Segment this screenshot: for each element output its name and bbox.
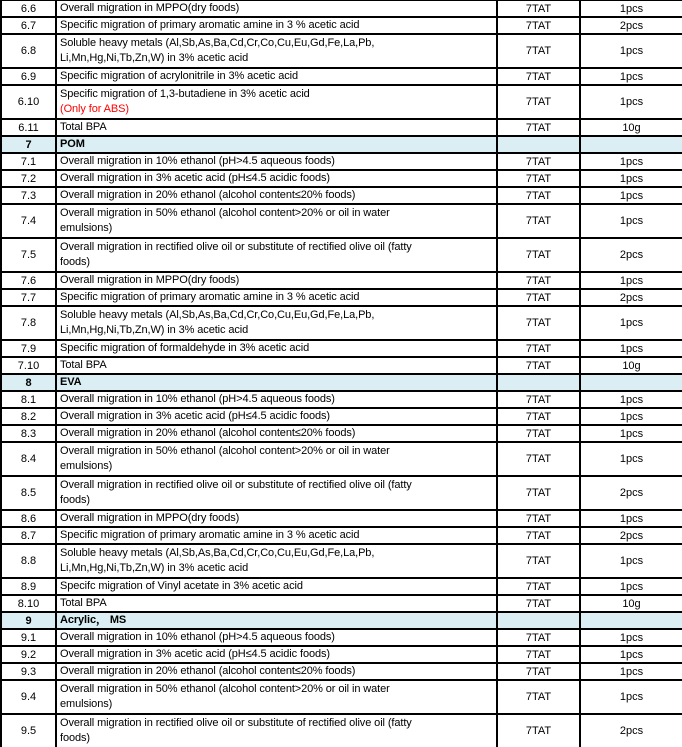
description-line: emulsions) [60, 460, 113, 472]
table-row [1, 629, 682, 646]
description-line: Li,Mn,Hg,Ni,Tb,Zn,W) in 3% acetic acid [60, 562, 249, 574]
section-header-row [1, 612, 682, 629]
tat-cell[interactable]: 7TAT [497, 442, 580, 476]
description-line: Total BPA [60, 597, 107, 609]
tat-cell[interactable]: 7TAT [497, 0, 580, 17]
description-line: Soluble heavy metals (Al,Sb,As,Ba,Cd,Cr,Co,Cu,Eu,Gd,Fe,La,Pb, [60, 309, 375, 321]
description-line: Soluble heavy metals (Al,Sb,As,Ba,Cd,Cr,Co,Cu,Eu,Gd,Fe,La,Pb, [60, 37, 375, 49]
row-number-cell[interactable]: 6.8 [1, 34, 56, 68]
tat-cell[interactable]: 7TAT [497, 170, 580, 187]
quantity-cell[interactable]: 2pcs [580, 714, 682, 747]
tat-cell[interactable]: 7TAT [497, 272, 580, 289]
description-cell[interactable] [56, 34, 497, 68]
description-cell[interactable] [56, 442, 497, 476]
section-title-cell[interactable] [56, 136, 497, 153]
description-cell[interactable] [56, 646, 497, 663]
description-line: foods) [60, 494, 90, 506]
description-line: Overall migration in 20% ethanol (alcohol content≤20% foods) [60, 189, 356, 201]
description-line: Overall migration in 10% ethanol (pH>4.5 aqueous foods) [60, 393, 335, 405]
row-number-cell[interactable]: 7.7 [1, 289, 56, 306]
row-number-cell[interactable]: 7.4 [1, 204, 56, 238]
quantity-cell[interactable]: 1pcs [580, 578, 682, 595]
section-header-row [1, 136, 682, 153]
row-number-cell[interactable]: 7 [1, 136, 56, 153]
row-number-cell[interactable]: 8.9 [1, 578, 56, 595]
section-header-row [1, 374, 682, 391]
tat-cell[interactable]: 7TAT [497, 646, 580, 663]
description-line: Li,Mn,Hg,Ni,Tb,Zn,W) in 3% acetic acid [60, 324, 249, 336]
row-number-cell[interactable]: 6.11 [1, 119, 56, 136]
tat-cell[interactable]: 7TAT [497, 595, 580, 612]
quantity-cell[interactable]: 2pcs [580, 476, 682, 510]
quantity-cell[interactable]: 10g [580, 357, 682, 374]
description-cell[interactable] [56, 272, 497, 289]
row-number-cell[interactable]: 9.5 [1, 714, 56, 747]
row-number-cell[interactable]: 8 [1, 374, 56, 391]
row-number-cell[interactable]: 7.5 [1, 238, 56, 272]
test-items-table-body [1, 0, 682, 747]
section-title-cell[interactable] [56, 612, 497, 629]
description-line: Overall migration in MPPO(dry foods) [60, 274, 240, 286]
table-row [1, 357, 682, 374]
row-number-cell[interactable]: 8.8 [1, 544, 56, 578]
description-line: Overall migration in 20% ethanol (alcohol content≤20% foods) [60, 665, 356, 677]
description-line: Overall migration in 50% ethanol (alcohol content>20% or oil in water [60, 445, 390, 457]
quantity-cell[interactable]: 1pcs [580, 68, 682, 85]
quantity-cell[interactable]: 1pcs [580, 204, 682, 238]
table-row [1, 85, 682, 119]
quantity-cell[interactable]: 1pcs [580, 663, 682, 680]
description-cell[interactable] [56, 238, 497, 272]
tat-cell[interactable]: 7TAT [497, 476, 580, 510]
quantity-cell[interactable]: 2pcs [580, 527, 682, 544]
tat-cell[interactable]: 7TAT [497, 153, 580, 170]
quantity-cell[interactable]: 1pcs [580, 0, 682, 17]
description-line: Total BPA [60, 359, 107, 371]
description-line: Specific migration of primary aromatic amine in 3 % acetic acid [60, 529, 360, 541]
row-number-cell[interactable]: 8.2 [1, 408, 56, 425]
description-cell[interactable] [56, 714, 497, 747]
row-number-cell[interactable]: 7.6 [1, 272, 56, 289]
description-line: Overall migration in 3% acetic acid (pH≤4.5 acidic foods) [60, 172, 330, 184]
description-cell[interactable] [56, 476, 497, 510]
table-row [1, 34, 682, 68]
description-line: emulsions) [60, 222, 113, 234]
row-number-cell[interactable]: 7.2 [1, 170, 56, 187]
quantity-cell[interactable]: 1pcs [580, 425, 682, 442]
row-number-cell[interactable]: 7.10 [1, 357, 56, 374]
tat-cell[interactable]: 7TAT [497, 578, 580, 595]
description-line: EVA [60, 376, 82, 388]
tat-cell[interactable]: 7TAT [497, 34, 580, 68]
description-line: emulsions) [60, 698, 113, 710]
row-number-cell[interactable]: 8.6 [1, 510, 56, 527]
table-row [1, 646, 682, 663]
quantity-cell[interactable]: 1pcs [580, 340, 682, 357]
description-cell[interactable] [56, 527, 497, 544]
tat-cell[interactable]: 7TAT [497, 85, 580, 119]
description-cell[interactable] [56, 578, 497, 595]
row-number-cell[interactable]: 9.4 [1, 680, 56, 714]
row-number-cell[interactable]: 6.9 [1, 68, 56, 85]
quantity-cell[interactable]: 1pcs [580, 442, 682, 476]
tat-cell[interactable]: 7TAT [497, 544, 580, 578]
description-cell[interactable] [56, 680, 497, 714]
description-cell[interactable] [56, 595, 497, 612]
table-row [1, 204, 682, 238]
description-line: Specific migration of 1,3-butadiene in 3% acetic acid [60, 88, 310, 100]
description-line: Overall migration in 50% ethanol (alcohol content>20% or oil in water [60, 207, 390, 219]
description-cell[interactable] [56, 629, 497, 646]
tat-cell[interactable]: 7TAT [497, 680, 580, 714]
description-cell[interactable] [56, 425, 497, 442]
tat-cell[interactable]: 7TAT [497, 340, 580, 357]
tat-cell[interactable]: 7TAT [497, 510, 580, 527]
description-line: POM [60, 138, 85, 150]
tat-cell[interactable] [497, 136, 580, 153]
description-cell[interactable] [56, 170, 497, 187]
row-number-cell[interactable]: 9.1 [1, 629, 56, 646]
row-number-cell[interactable]: 8.1 [1, 391, 56, 408]
row-number-cell[interactable]: 6.10 [1, 85, 56, 119]
description-line: Overall migration in MPPO(dry foods) [60, 512, 240, 524]
quantity-cell[interactable]: 1pcs [580, 272, 682, 289]
quantity-cell[interactable]: 1pcs [580, 544, 682, 578]
description-line: Specific migration of primary aromatic amine in 3 % acetic acid [60, 291, 360, 303]
tat-cell[interactable]: 7TAT [497, 187, 580, 204]
description-cell[interactable] [56, 0, 497, 17]
description-cell[interactable] [56, 153, 497, 170]
description-line: Specifc migration of Vinyl acetate in 3% acetic acid [60, 580, 303, 592]
tat-cell[interactable]: 7TAT [497, 17, 580, 34]
description-line: Specific migration of formaldehyde in 3% acetic acid [60, 342, 310, 354]
tat-cell[interactable]: 7TAT [497, 629, 580, 646]
table-row [1, 17, 682, 34]
table-row [1, 289, 682, 306]
table-row [1, 663, 682, 680]
quantity-cell[interactable] [580, 612, 682, 629]
quantity-cell[interactable]: 1pcs [580, 187, 682, 204]
tat-cell[interactable]: 7TAT [497, 391, 580, 408]
description-cell[interactable] [56, 391, 497, 408]
table-row [1, 187, 682, 204]
row-number-cell[interactable]: 6.7 [1, 17, 56, 34]
tat-cell[interactable]: 7TAT [497, 204, 580, 238]
table-row [1, 510, 682, 527]
tat-cell[interactable] [497, 374, 580, 391]
description-line: Overall migration in rectified olive oil or substitute of rectified olive oil (fatty [60, 479, 412, 491]
tat-cell[interactable]: 7TAT [497, 408, 580, 425]
table-row [1, 119, 682, 136]
table-row [1, 306, 682, 340]
description-line: Overall migration in MPPO(dry foods) [60, 2, 240, 14]
table-row [1, 714, 682, 747]
tat-cell[interactable]: 7TAT [497, 289, 580, 306]
description-cell[interactable] [56, 85, 497, 119]
description-line: Overall migration in 3% acetic acid (pH≤4.5 acidic foods) [60, 410, 330, 422]
description-line: Overall migration in 10% ethanol (pH>4.5 aqueous foods) [60, 155, 335, 167]
description-cell[interactable] [56, 663, 497, 680]
tat-cell[interactable] [497, 612, 580, 629]
description-line: foods) [60, 732, 90, 744]
quantity-cell[interactable]: 1pcs [580, 170, 682, 187]
description-line: Li,Mn,Hg,Ni,Tb,Zn,W) in 3% acetic acid [60, 52, 249, 64]
description-line: Overall migration in 20% ethanol (alcohol content≤20% foods) [60, 427, 356, 439]
section-title-cell[interactable] [56, 374, 497, 391]
quantity-cell[interactable]: 2pcs [580, 289, 682, 306]
table-row [1, 527, 682, 544]
description-cell[interactable] [56, 187, 497, 204]
tat-cell[interactable]: 7TAT [497, 68, 580, 85]
row-number-cell[interactable]: 8.3 [1, 425, 56, 442]
quantity-cell[interactable] [580, 136, 682, 153]
description-line: Specific migration of primary aromatic amine in 3 % acetic acid [60, 19, 360, 31]
description-cell[interactable] [56, 510, 497, 527]
description-line: Total BPA [60, 121, 107, 133]
quantity-cell[interactable]: 1pcs [580, 85, 682, 119]
table-row [1, 0, 682, 17]
row-number-cell[interactable]: 8.5 [1, 476, 56, 510]
row-number-cell[interactable]: 9.3 [1, 663, 56, 680]
row-number-cell[interactable]: 7.9 [1, 340, 56, 357]
row-number-cell[interactable]: 6.6 [1, 0, 56, 17]
table-row [1, 408, 682, 425]
table-row [1, 476, 682, 510]
quantity-cell[interactable]: 2pcs [580, 17, 682, 34]
table-row [1, 340, 682, 357]
description-line: Acrylic， MS [60, 614, 127, 626]
description-line: Soluble heavy metals (Al,Sb,As,Ba,Cd,Cr,Co,Cu,Eu,Gd,Fe,La,Pb, [60, 547, 375, 559]
quantity-cell[interactable]: 1pcs [580, 629, 682, 646]
description-cell[interactable] [56, 544, 497, 578]
description-cell[interactable] [56, 289, 497, 306]
table-row [1, 578, 682, 595]
row-number-cell[interactable]: 7.3 [1, 187, 56, 204]
tat-cell[interactable]: 7TAT [497, 357, 580, 374]
table-row [1, 272, 682, 289]
description-line: Specific migration of acrylonitrile in 3% acetic acid [60, 70, 299, 82]
description-line: Overall migration in rectified olive oil or substitute of rectified olive oil (fatty [60, 717, 412, 729]
description-line: Overall migration in 50% ethanol (alcohol content>20% or oil in water [60, 683, 390, 695]
quantity-cell[interactable]: 10g [580, 595, 682, 612]
description-cell[interactable] [56, 68, 497, 85]
quantity-cell[interactable]: 1pcs [580, 391, 682, 408]
table-row [1, 680, 682, 714]
tat-cell[interactable]: 7TAT [497, 663, 580, 680]
quantity-cell[interactable]: 1pcs [580, 680, 682, 714]
description-line: Overall migration in rectified olive oil or substitute of rectified olive oil (fatty [60, 241, 412, 253]
quantity-cell[interactable] [580, 374, 682, 391]
quantity-cell[interactable]: 1pcs [580, 646, 682, 663]
row-number-cell[interactable]: 7.8 [1, 306, 56, 340]
table-row [1, 425, 682, 442]
quantity-cell[interactable]: 1pcs [580, 153, 682, 170]
table-row [1, 170, 682, 187]
tat-cell[interactable]: 7TAT [497, 306, 580, 340]
description-cell[interactable] [56, 357, 497, 374]
quantity-cell[interactable]: 1pcs [580, 34, 682, 68]
description-cell[interactable] [56, 204, 497, 238]
row-number-cell[interactable]: 7.1 [1, 153, 56, 170]
description-line: Overall migration in 10% ethanol (pH>4.5 aqueous foods) [60, 631, 335, 643]
quantity-cell[interactable]: 1pcs [580, 408, 682, 425]
row-number-cell[interactable]: 8.7 [1, 527, 56, 544]
row-number-cell[interactable]: 9 [1, 612, 56, 629]
description-line: foods) [60, 256, 90, 268]
quantity-cell[interactable]: 2pcs [580, 238, 682, 272]
table-row [1, 153, 682, 170]
description-note-red: (Only for ABS) [60, 103, 129, 115]
tat-cell[interactable]: 7TAT [497, 119, 580, 136]
table-row [1, 544, 682, 578]
tat-cell[interactable]: 7TAT [497, 238, 580, 272]
table-row [1, 442, 682, 476]
description-cell[interactable] [56, 340, 497, 357]
row-number-cell[interactable]: 8.4 [1, 442, 56, 476]
description-line: Overall migration in 3% acetic acid (pH≤4.5 acidic foods) [60, 648, 330, 660]
table-row [1, 68, 682, 85]
description-cell[interactable] [56, 119, 497, 136]
table-row [1, 238, 682, 272]
tat-cell[interactable]: 7TAT [497, 527, 580, 544]
description-cell[interactable] [56, 306, 497, 340]
tat-cell[interactable]: 7TAT [497, 425, 580, 442]
description-cell[interactable] [56, 408, 497, 425]
table-row [1, 391, 682, 408]
row-number-cell[interactable]: 8.10 [1, 595, 56, 612]
tat-cell[interactable]: 7TAT [497, 714, 580, 747]
quantity-cell[interactable]: 1pcs [580, 510, 682, 527]
row-number-cell[interactable]: 9.2 [1, 646, 56, 663]
table-row [1, 595, 682, 612]
quantity-cell[interactable]: 10g [580, 119, 682, 136]
description-cell[interactable] [56, 17, 497, 34]
quantity-cell[interactable]: 1pcs [580, 306, 682, 340]
